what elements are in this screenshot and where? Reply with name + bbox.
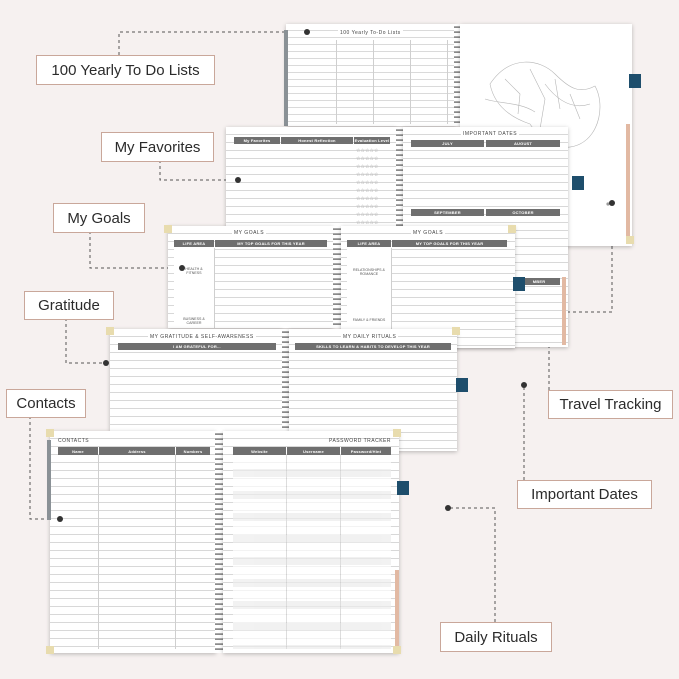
todo-page (286, 24, 457, 126)
password-tab[interactable] (397, 481, 409, 495)
contacts-page (50, 431, 216, 653)
dates-august-header: AUGUST (486, 140, 560, 147)
callout-dot (521, 382, 527, 388)
spiral-binding (333, 226, 341, 328)
rituals-tab[interactable] (456, 378, 468, 392)
callout-dot (57, 516, 63, 522)
gratitude-prompt: I AM GRATEFUL FOR... (118, 343, 276, 350)
label-goals: My Goals (53, 203, 145, 233)
favorites-col1-header: My Favorites (234, 137, 280, 144)
goals-left-title: MY GOALS (234, 230, 265, 236)
goals-right-col2: MY TOP GOALS FOR THIS YEAR (392, 240, 507, 247)
goals-left-area-column (174, 248, 215, 328)
corner-guard (393, 646, 401, 654)
corner-guard (393, 429, 401, 437)
password-edge (395, 570, 399, 650)
dates-july-header: JULY (411, 140, 484, 147)
goals-area-relationships: RELATIONSHIPS & ROMANCE (353, 268, 385, 277)
goals-left-col2: MY TOP GOALS FOR THIS YEAR (215, 240, 327, 247)
dates-october-header: OCTOBER (486, 209, 560, 216)
goals-area-health: HEALTH & FITNESS (185, 267, 203, 276)
corner-guard (46, 429, 54, 437)
stars-row: ☆☆☆☆☆ (356, 220, 379, 226)
corner-guard (46, 646, 54, 654)
travel-edge (626, 124, 630, 244)
corner-guard (508, 225, 516, 233)
password-col-hint: Password/Hint (341, 447, 391, 455)
contacts-col-address: Address (99, 447, 175, 455)
dates-september-header: SEPTEMBER (411, 209, 484, 216)
dates-title: IMPORTANT DATES (463, 131, 518, 137)
corner-guard (626, 236, 634, 244)
password-col-website: Website (233, 447, 286, 455)
contacts-column-lines (58, 455, 210, 649)
label-travel-tracking: Travel Tracking (548, 390, 673, 419)
stars-row: ☆☆☆☆☆ (356, 164, 379, 170)
contacts-col-name: Name (58, 447, 98, 455)
label-important-dates: Important Dates (517, 480, 652, 509)
contacts-left-edge (47, 440, 51, 520)
callout-dot (103, 360, 109, 366)
stars-row: ☆☆☆☆☆ (356, 212, 379, 218)
label-gratitude: Gratitude (24, 291, 114, 320)
goals-area-business: BUSINESS & CAREER (183, 317, 205, 326)
contacts-col-numbers: Numbers (176, 447, 210, 455)
favorites-col3-header: Evaluation Level (354, 138, 390, 143)
rituals-prompt: SKILLS TO LEARN & HABITS TO DEVELOP THIS YEAR (295, 343, 451, 350)
goals-left-col1: LIFE AREA (174, 240, 214, 247)
callout-dot (445, 505, 451, 511)
password-column-lines (233, 455, 391, 649)
goals-tab[interactable] (513, 277, 525, 291)
gratitude-page (110, 329, 282, 431)
corner-guard (106, 327, 114, 335)
spiral-binding (215, 431, 223, 653)
label-yearly-todo: 100 Yearly To Do Lists (36, 55, 215, 85)
goals-right-title: MY GOALS (413, 230, 444, 236)
callout-dot (235, 177, 241, 183)
gratitude-title: MY GRATITUDE & SELF-AWARENESS (150, 334, 254, 340)
password-title: PASSWORD TRACKER (329, 438, 391, 444)
todo-title: 100 Yearly To-Do Lists (340, 30, 401, 36)
stars-row: ☆☆☆☆☆ (356, 156, 379, 162)
password-page (223, 431, 399, 653)
stars-row: ☆☆☆☆☆ (356, 172, 379, 178)
rituals-title: MY DAILY RITUALS (343, 334, 397, 340)
dates-edge (562, 277, 566, 345)
contacts-title: CONTACTS (58, 438, 90, 444)
todo-grid (300, 40, 450, 124)
password-col-username: Username (287, 447, 340, 455)
stars-row: ☆☆☆☆☆ (356, 196, 379, 202)
callout-dot (304, 29, 310, 35)
favorites-stars (356, 147, 390, 237)
stars-row: ☆☆☆☆☆ (356, 204, 379, 210)
label-daily-rituals: Daily Rituals (440, 622, 552, 652)
favorites-col2-header: Honest Reflection (281, 137, 353, 144)
dates-tab[interactable] (572, 176, 584, 190)
callout-dot (609, 200, 615, 206)
dates-december-header: MBER (518, 278, 560, 285)
goals-area-family: FAMILY & FRIENDS (352, 318, 386, 322)
label-favorites: My Favorites (101, 132, 214, 162)
callout-dot (179, 265, 185, 271)
stars-row: ☆☆☆☆☆ (356, 188, 379, 194)
travel-tab[interactable] (629, 74, 641, 88)
corner-guard (452, 327, 460, 335)
favorites-page (226, 127, 396, 239)
label-contacts: Contacts (6, 389, 86, 418)
stars-row: ☆☆☆☆☆ (356, 148, 379, 154)
corner-guard (164, 225, 172, 233)
goals-left-page (168, 226, 333, 328)
goals-right-col1: LIFE AREA (347, 240, 391, 247)
stars-row: ☆☆☆☆☆ (356, 180, 379, 186)
todo-left-edge (284, 30, 288, 126)
